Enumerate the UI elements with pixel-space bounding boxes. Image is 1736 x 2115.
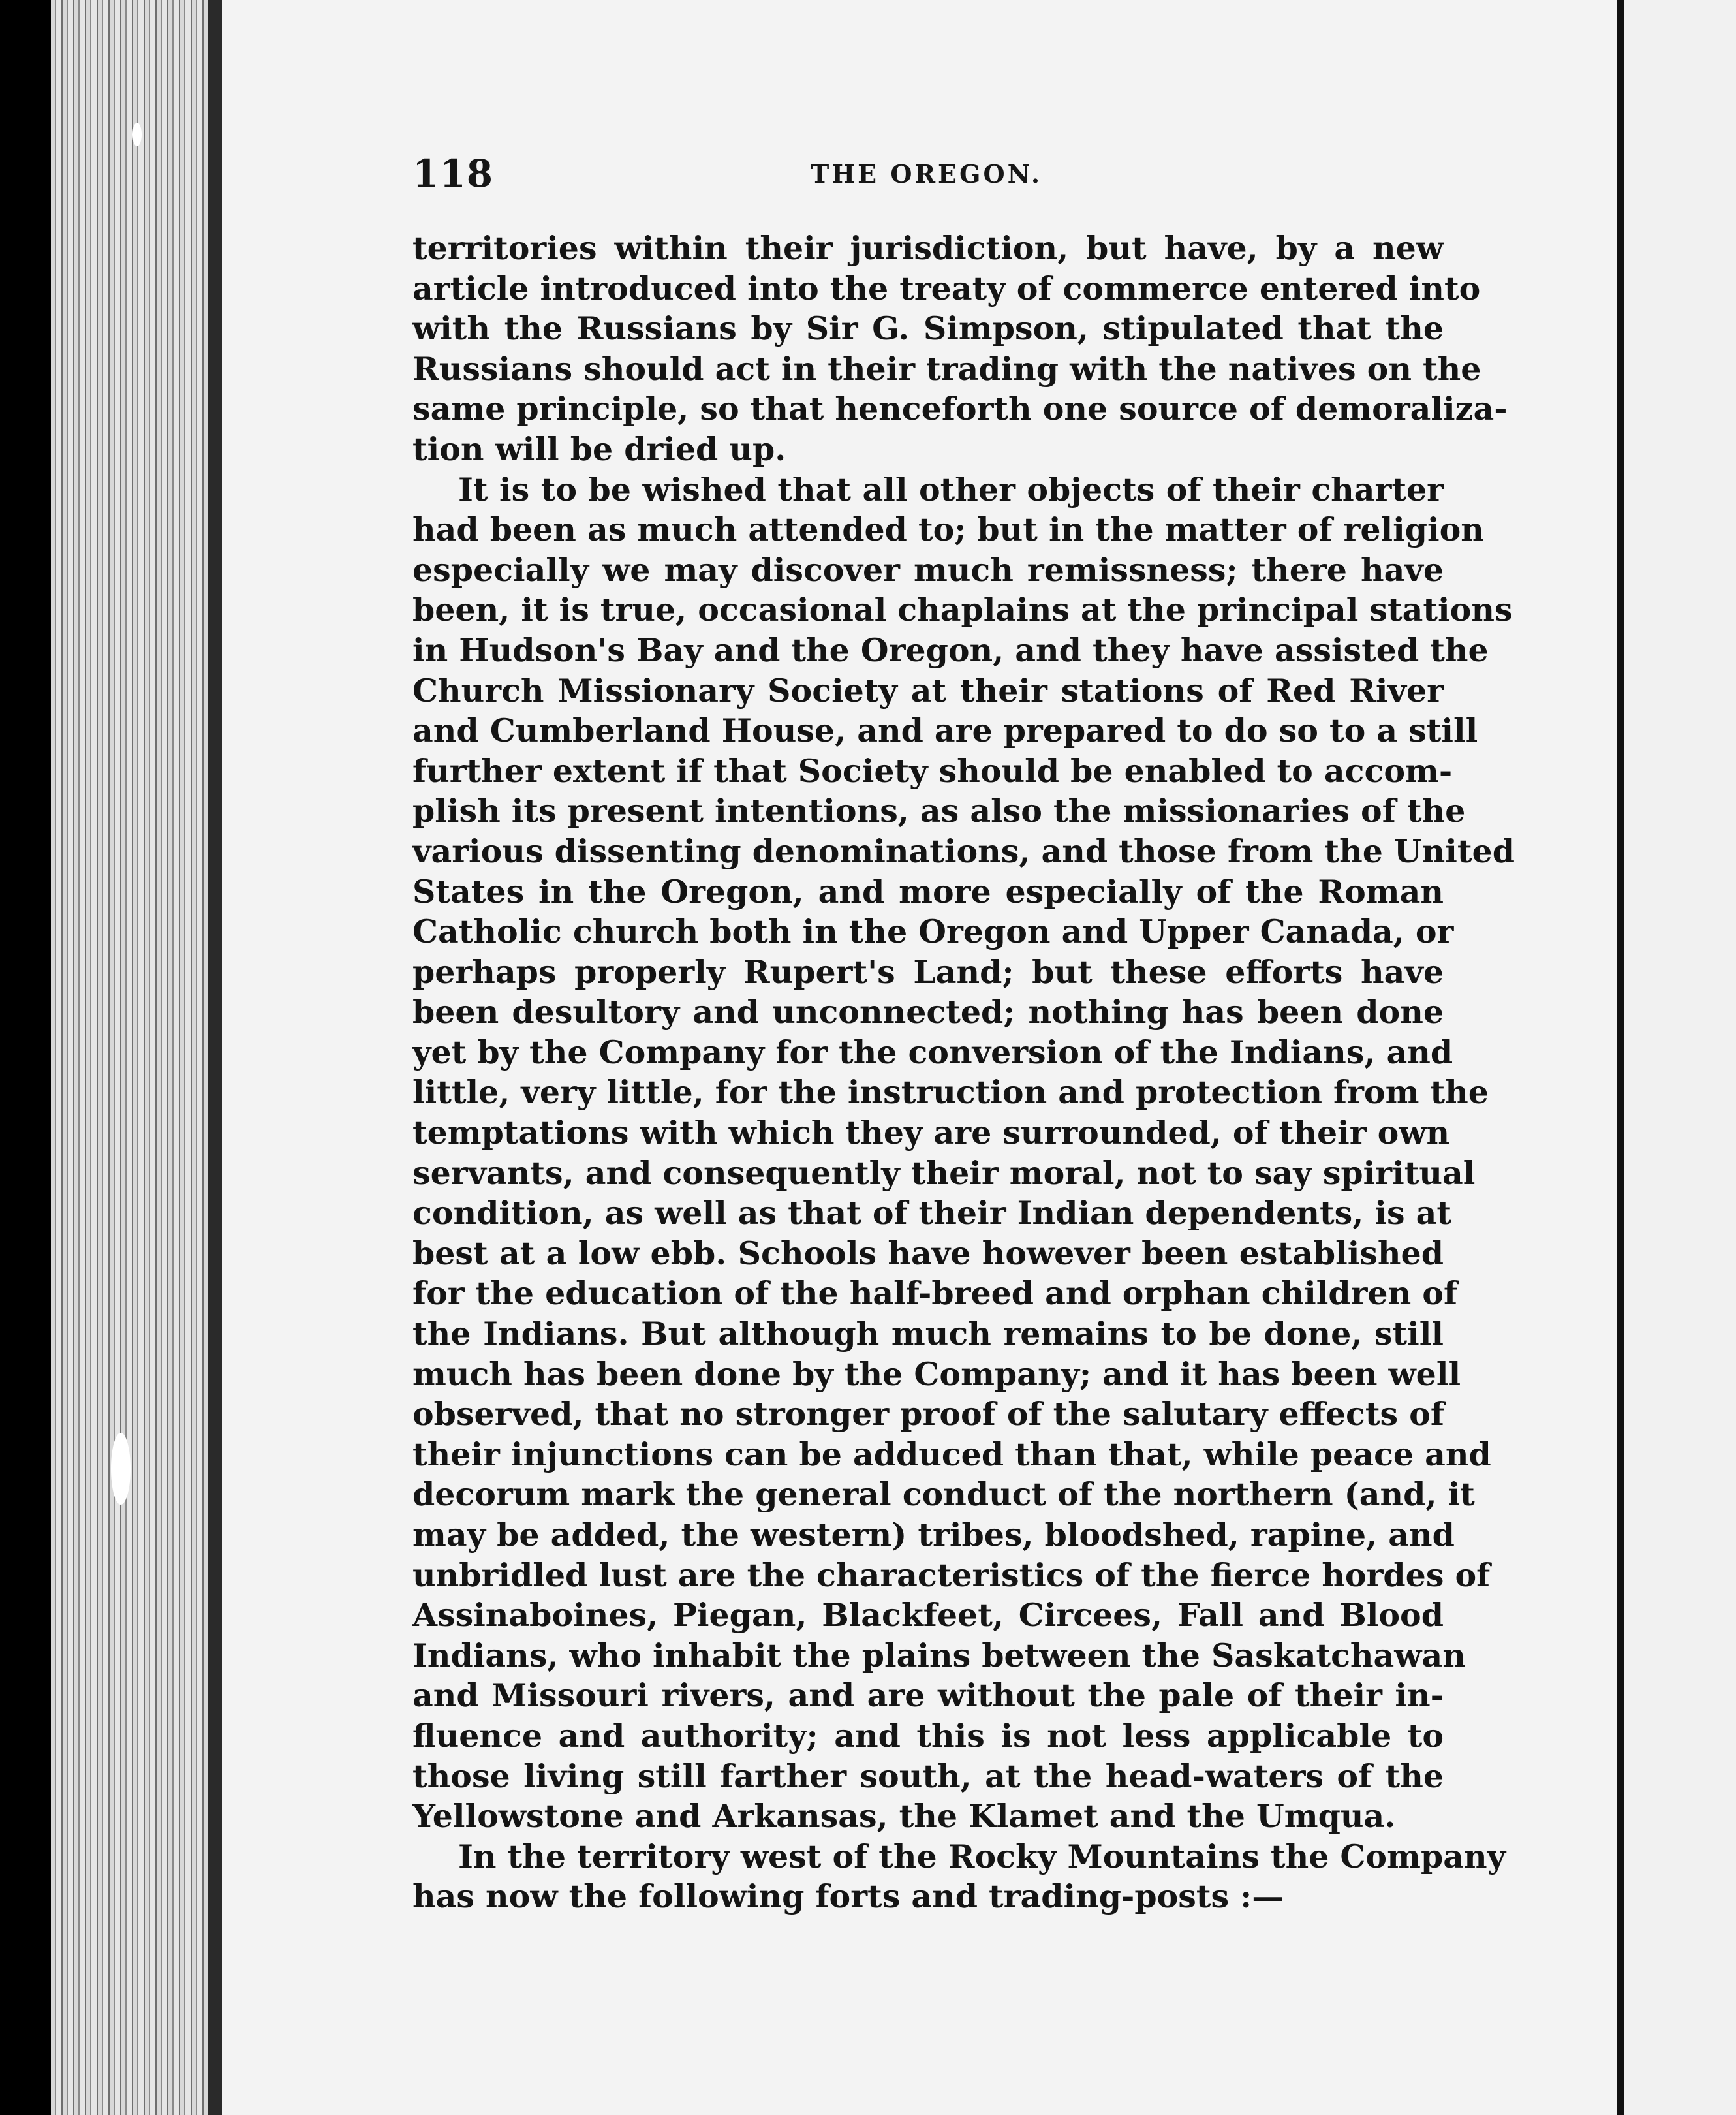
text-line: further extent if that Society should be enabled to accom- xyxy=(412,751,1453,790)
text-line: for the education of the half-breed and orphan children of xyxy=(412,1274,1458,1313)
text-line: condition, as well as that of their Indian dependents, is at xyxy=(412,1194,1451,1232)
text-line: decorum mark the general conduct of the northern (and, it xyxy=(412,1475,1475,1514)
text-line: with the Russians by Sir G. Simpson, stipulated that the xyxy=(412,309,1444,348)
text-line: been, it is true, occasional chaplains at the principal stations xyxy=(412,591,1513,629)
facing-page-margin xyxy=(1624,0,1736,2115)
text-line: various dissenting denominations, and those from the United xyxy=(412,832,1515,870)
text-line: Yellowstone and Arkansas, the Klamet and the Umqua. xyxy=(412,1797,1396,1836)
page-border-line xyxy=(1617,0,1624,2115)
text-line: Russians should act in their trading with the natives on the xyxy=(412,349,1481,388)
text-line: Catholic church both in the Oregon and Upper Canada, or xyxy=(412,913,1454,951)
book-page-edges xyxy=(51,0,222,2115)
text-line: may be added, the western) tribes, bloodshed, rapine, and xyxy=(412,1516,1455,1554)
text-line: had been as much attended to; but in the matter of religion xyxy=(412,510,1484,549)
text-line: plish its present intentions, as also the missionaries of the xyxy=(412,792,1466,830)
text-line: Indians, who inhabit the plains between the Saskatchawan xyxy=(412,1636,1466,1674)
text-line: It is to be wished that all other objects of their charter xyxy=(458,470,1444,509)
text-line: territories within their jurisdiction, but have, by a new xyxy=(412,229,1444,267)
text-line: unbridled lust are the characteristics of the fierce hordes of xyxy=(412,1556,1491,1594)
running-title: THE OREGON. xyxy=(811,159,1043,189)
text-line: tion will be dried up. xyxy=(412,430,786,468)
text-line: temptations with which they are surrounded, of their own xyxy=(412,1114,1450,1152)
text-line: and Cumberland House, and are prepared to do so to a still xyxy=(412,712,1478,750)
text-line: In the territory west of the Rocky Mountains the Company xyxy=(458,1837,1506,1875)
text-line: best at a low ebb. Schools have however been established xyxy=(412,1234,1444,1272)
text-line: little, very little, for the instruction and protection from the xyxy=(412,1073,1489,1112)
text-line: much has been done by the Company; and it has been well xyxy=(412,1355,1461,1393)
text-line: in Hudson's Bay and the Oregon, and they have assisted the xyxy=(412,631,1489,669)
text-line: those living still farther south, at the head-waters of the xyxy=(412,1757,1444,1795)
text-line: yet by the Company for the conversion of the Indians, and xyxy=(412,1033,1453,1071)
text-line: their injunctions can be adduced than that, while peace and xyxy=(412,1435,1491,1473)
text-line: has now the following forts and trading-posts :— xyxy=(412,1877,1284,1916)
text-line: States in the Oregon, and more especially of the Roman xyxy=(412,872,1444,911)
text-line: the Indians. But although much remains to be done, still xyxy=(412,1315,1444,1353)
text-line: been desultory and unconnected; nothing has been done xyxy=(412,993,1444,1031)
text-line: fluence and authority; and this is not less applicable to xyxy=(412,1716,1444,1755)
text-line: Assinaboines, Piegan, Blackfeet, Circees, Fall and Blood xyxy=(412,1596,1444,1635)
page-number: 118 xyxy=(412,151,494,196)
text-line: article introduced into the treaty of commerce entered into xyxy=(412,269,1481,307)
text-line: same principle, so that henceforth one source of demoraliza- xyxy=(412,390,1508,428)
text-line: observed, that no stronger proof of the salutary effects of xyxy=(412,1395,1444,1434)
edge-blemish xyxy=(111,1433,131,1505)
edge-blemish xyxy=(132,123,142,146)
text-line: Church Missionary Society at their stations of Red River xyxy=(412,671,1444,710)
text-line: and Missouri rivers, and are without the pale of their in- xyxy=(412,1676,1444,1715)
text-line: especially we may discover much remissness; there have xyxy=(412,550,1444,589)
text-line: servants, and consequently their moral, not to say spiritual xyxy=(412,1153,1476,1192)
text-line: perhaps properly Rupert's Land; but these efforts have xyxy=(412,952,1444,991)
body-text xyxy=(412,228,1515,1917)
running-head xyxy=(412,151,1444,197)
